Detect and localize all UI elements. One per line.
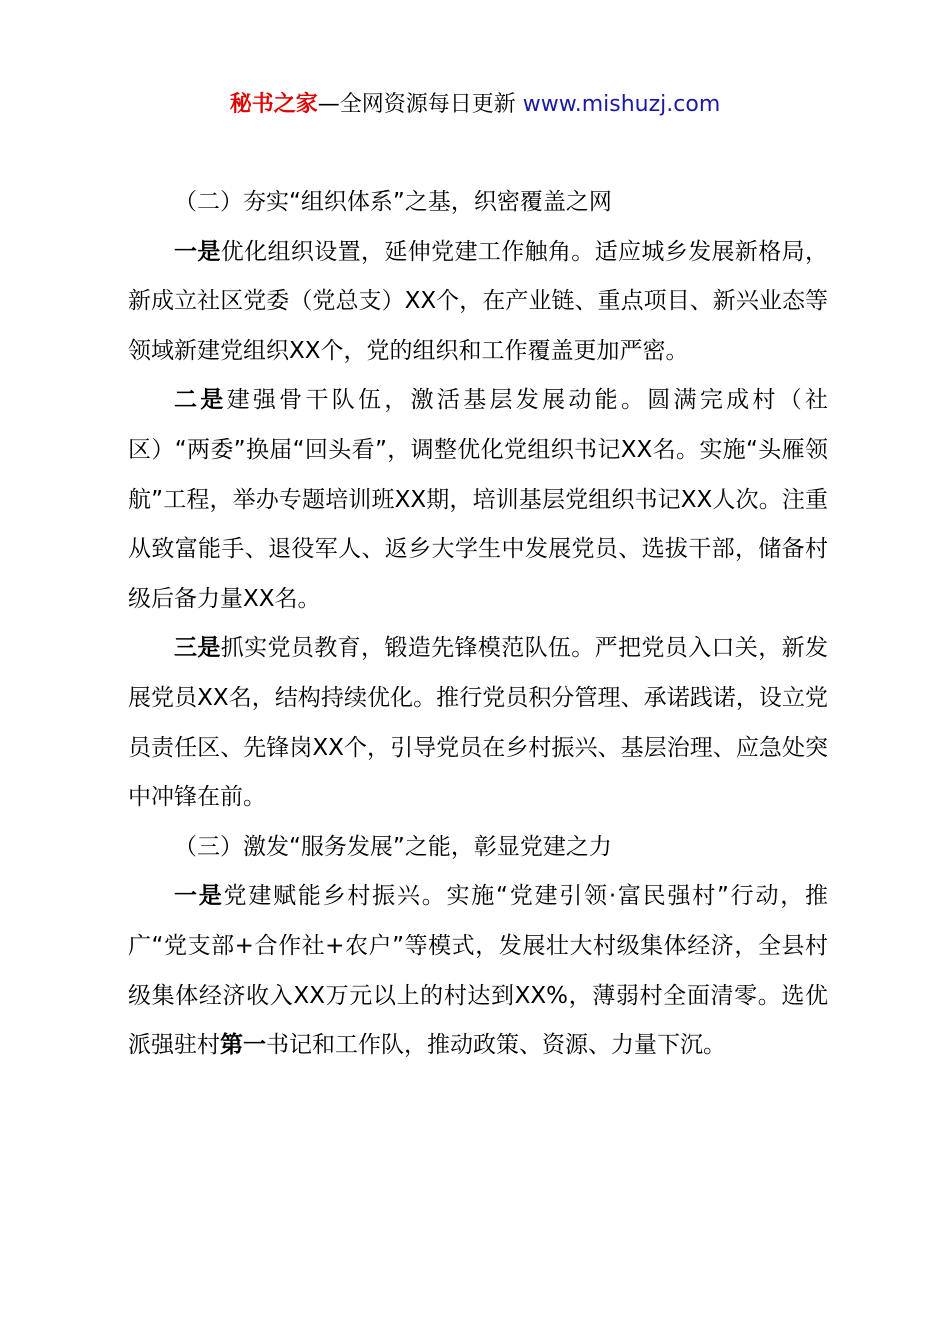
paragraph-lead: 二是 <box>174 387 227 414</box>
paragraph-3-1 <box>128 872 828 1070</box>
section-heading-3: （三）激发“服务发展”之能，彰显党建之力 <box>174 833 612 860</box>
header-tagline: —全网资源每日更新 <box>317 92 523 117</box>
page-header <box>0 88 950 122</box>
paragraph-text: 抓实党员教育，锻造先锋模范队伍。严把党员入口关，新发展党员XX名，结构持续优化。推行党员积分管理、承诺践诺，设立党员责任区、先锋岗XX个，引导党员在乡村振兴、基层治理、应急处突中冲锋在前。 <box>128 635 829 811</box>
paragraph-text: 书记和工作队，推动政策、资源、力量下沉。 <box>266 1032 726 1059</box>
paragraph-lead: 一是 <box>174 238 221 265</box>
paragraph-text: 党建赋能乡村振兴。实施“党建引领·富民强村”行动，推广“党支部+合作社+农户”等模式，发展壮大村级集体经济，全县村级集体经济收入XX万元以上的村达到XX%，薄弱村全面清零。选优派强驻村 <box>128 883 828 1059</box>
paragraph-lead: 一是 <box>174 883 224 910</box>
paragraph-emphasis: 第一 <box>220 1032 266 1059</box>
site-url-link[interactable]: www.mishuzj.com <box>522 92 721 117</box>
paragraph-text: 建强骨干队伍，激活基层发展动能。圆满完成村（社区）“两委”换届“回头看”，调整优化党组织书记XX名。实施“头雁领航”工程，举办专题培训班XX期，培训基层党组织书记XX人次。注重从致富能手、退役军人、返乡大学生中发展党员、选拔干部，储备村级后备力量XX名。 <box>128 387 829 612</box>
paragraph-2-1 <box>128 228 828 377</box>
paragraph-lead: 三是 <box>174 635 221 662</box>
document-body <box>128 178 828 1071</box>
paragraph-text: 优化组织设置，延伸党建工作触角。适应城乡发展新格局，新成立社区党委（党总支）XX个，在产业链、重点项目、新兴业态等领域新建党组织XX个，党的组织和工作覆盖更加严密。 <box>128 238 829 364</box>
paragraph-2-2 <box>128 376 828 624</box>
section-heading-2: （二）夯实“组织体系”之基，织密覆盖之网 <box>174 189 612 215</box>
brand-name: 秘书之家 <box>229 92 318 117</box>
paragraph-2-3 <box>128 624 828 822</box>
